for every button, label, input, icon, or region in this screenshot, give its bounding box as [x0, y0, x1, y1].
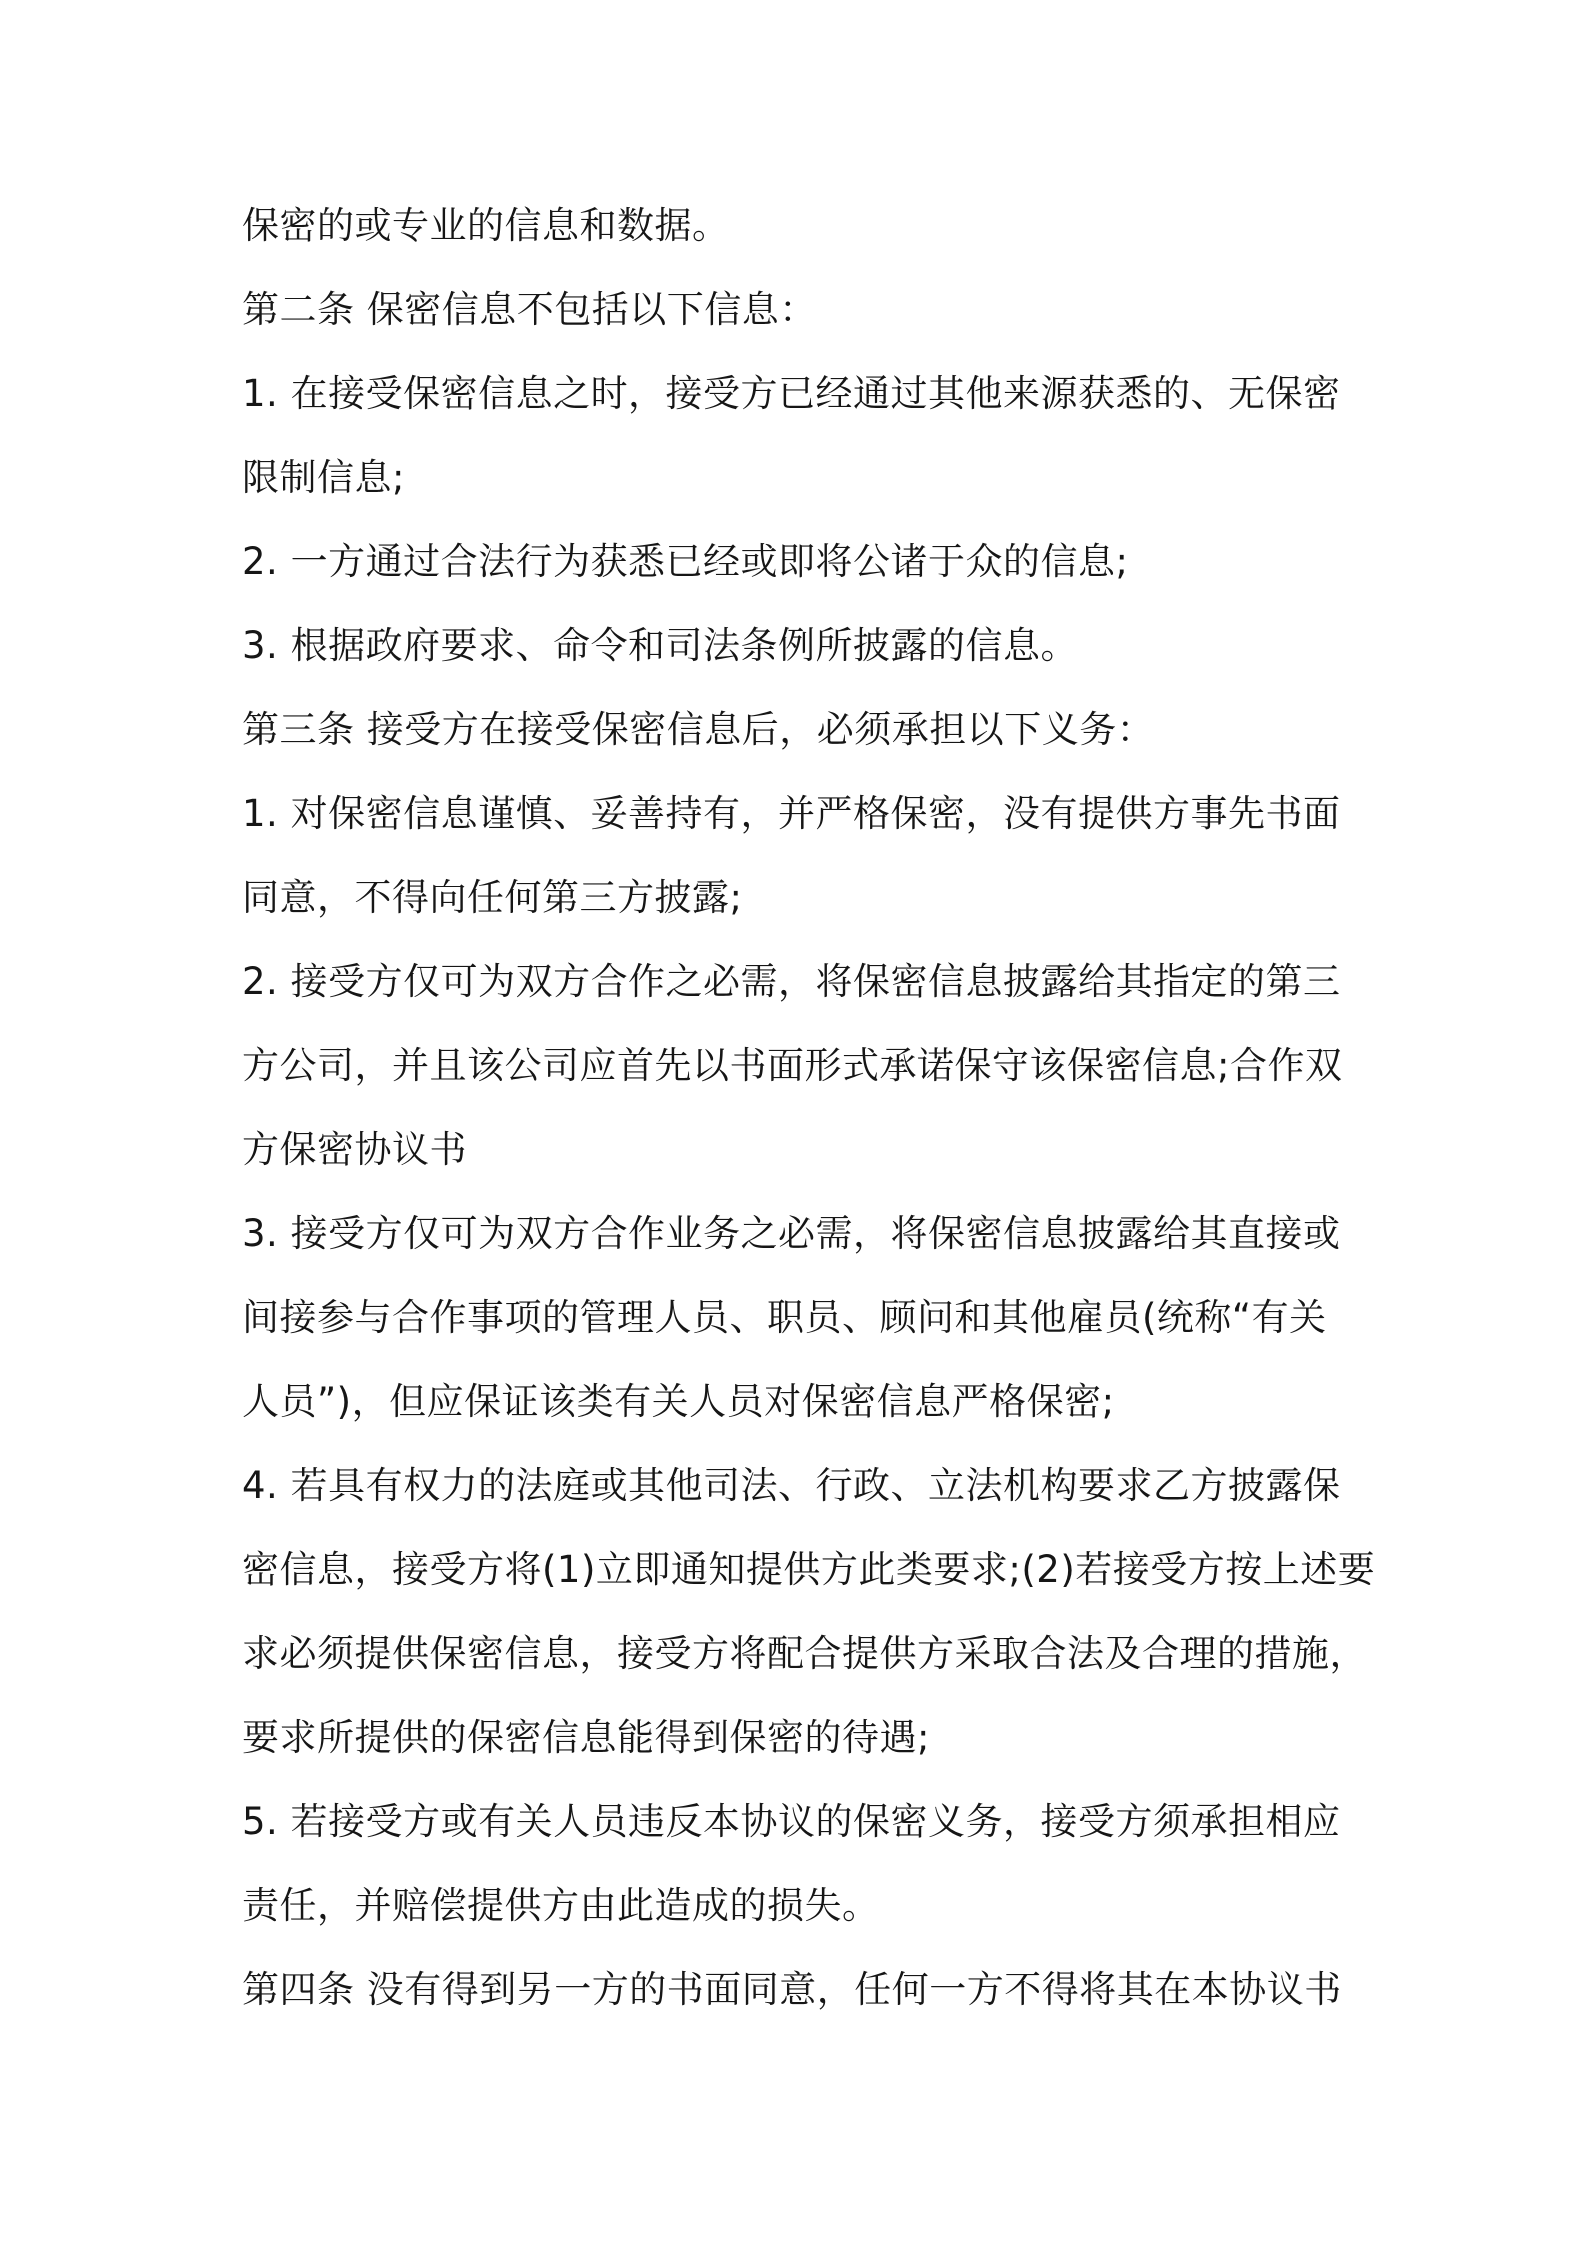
list-item: 3. 接受方仅可为双方合作业务之必需，将保密信息披露给其直接或: [242, 1212, 1341, 1255]
list-item: 3. 根据政府要求、命令和司法条例所披露的信息。: [242, 624, 1079, 667]
article-heading: 第三条 接受方在接受保密信息后，必须承担以下义务：: [242, 708, 1155, 751]
article-heading: 第二条 保密信息不包括以下信息：: [242, 288, 817, 331]
text-line: 求必须提供保密信息，接受方将配合提供方采取合法及合理的措施，: [242, 1632, 1367, 1675]
text-line: 保密的或专业的信息和数据。: [242, 204, 730, 247]
text-line: 责任，并赔偿提供方由此造成的损失。: [242, 1884, 880, 1927]
text-line: 人员”)，但应保证该类有关人员对保密信息严格保密;: [242, 1380, 1115, 1423]
text-line: 同意，不得向任何第三方披露;: [242, 876, 743, 919]
list-item: 1. 在接受保密信息之时，接受方已经通过其他来源获悉的、无保密: [242, 372, 1341, 415]
article-heading: 第四条 没有得到另一方的书面同意，任何一方不得将其在本协议书: [242, 1968, 1342, 2011]
list-item: 2. 接受方仅可为双方合作之必需，将保密信息披露给其指定的第三: [242, 960, 1341, 1003]
text-line: 方公司，并且该公司应首先以书面形式承诺保守该保密信息;合作双: [242, 1044, 1343, 1087]
text-line: 间接参与合作事项的管理人员、职员、顾问和其他雇员(统称“有关: [242, 1296, 1327, 1339]
text-line: 限制信息;: [242, 456, 405, 499]
list-item: 2. 一方通过合法行为获悉已经或即将公诸于众的信息;: [242, 540, 1129, 583]
list-item: 5. 若接受方或有关人员违反本协议的保密义务，接受方须承担相应: [242, 1800, 1341, 1843]
text-line: 密信息，接受方将(1)立即通知提供方此类要求;(2)若接受方按上述要: [242, 1548, 1376, 1591]
list-item: 4. 若具有权力的法庭或其他司法、行政、立法机构要求乙方披露保: [242, 1464, 1341, 1507]
text-line: 方保密协议书: [242, 1128, 467, 1171]
list-item: 1. 对保密信息谨慎、妥善持有，并严格保密，没有提供方事先书面: [242, 792, 1341, 835]
text-line: 要求所提供的保密信息能得到保密的待遇;: [242, 1716, 930, 1759]
